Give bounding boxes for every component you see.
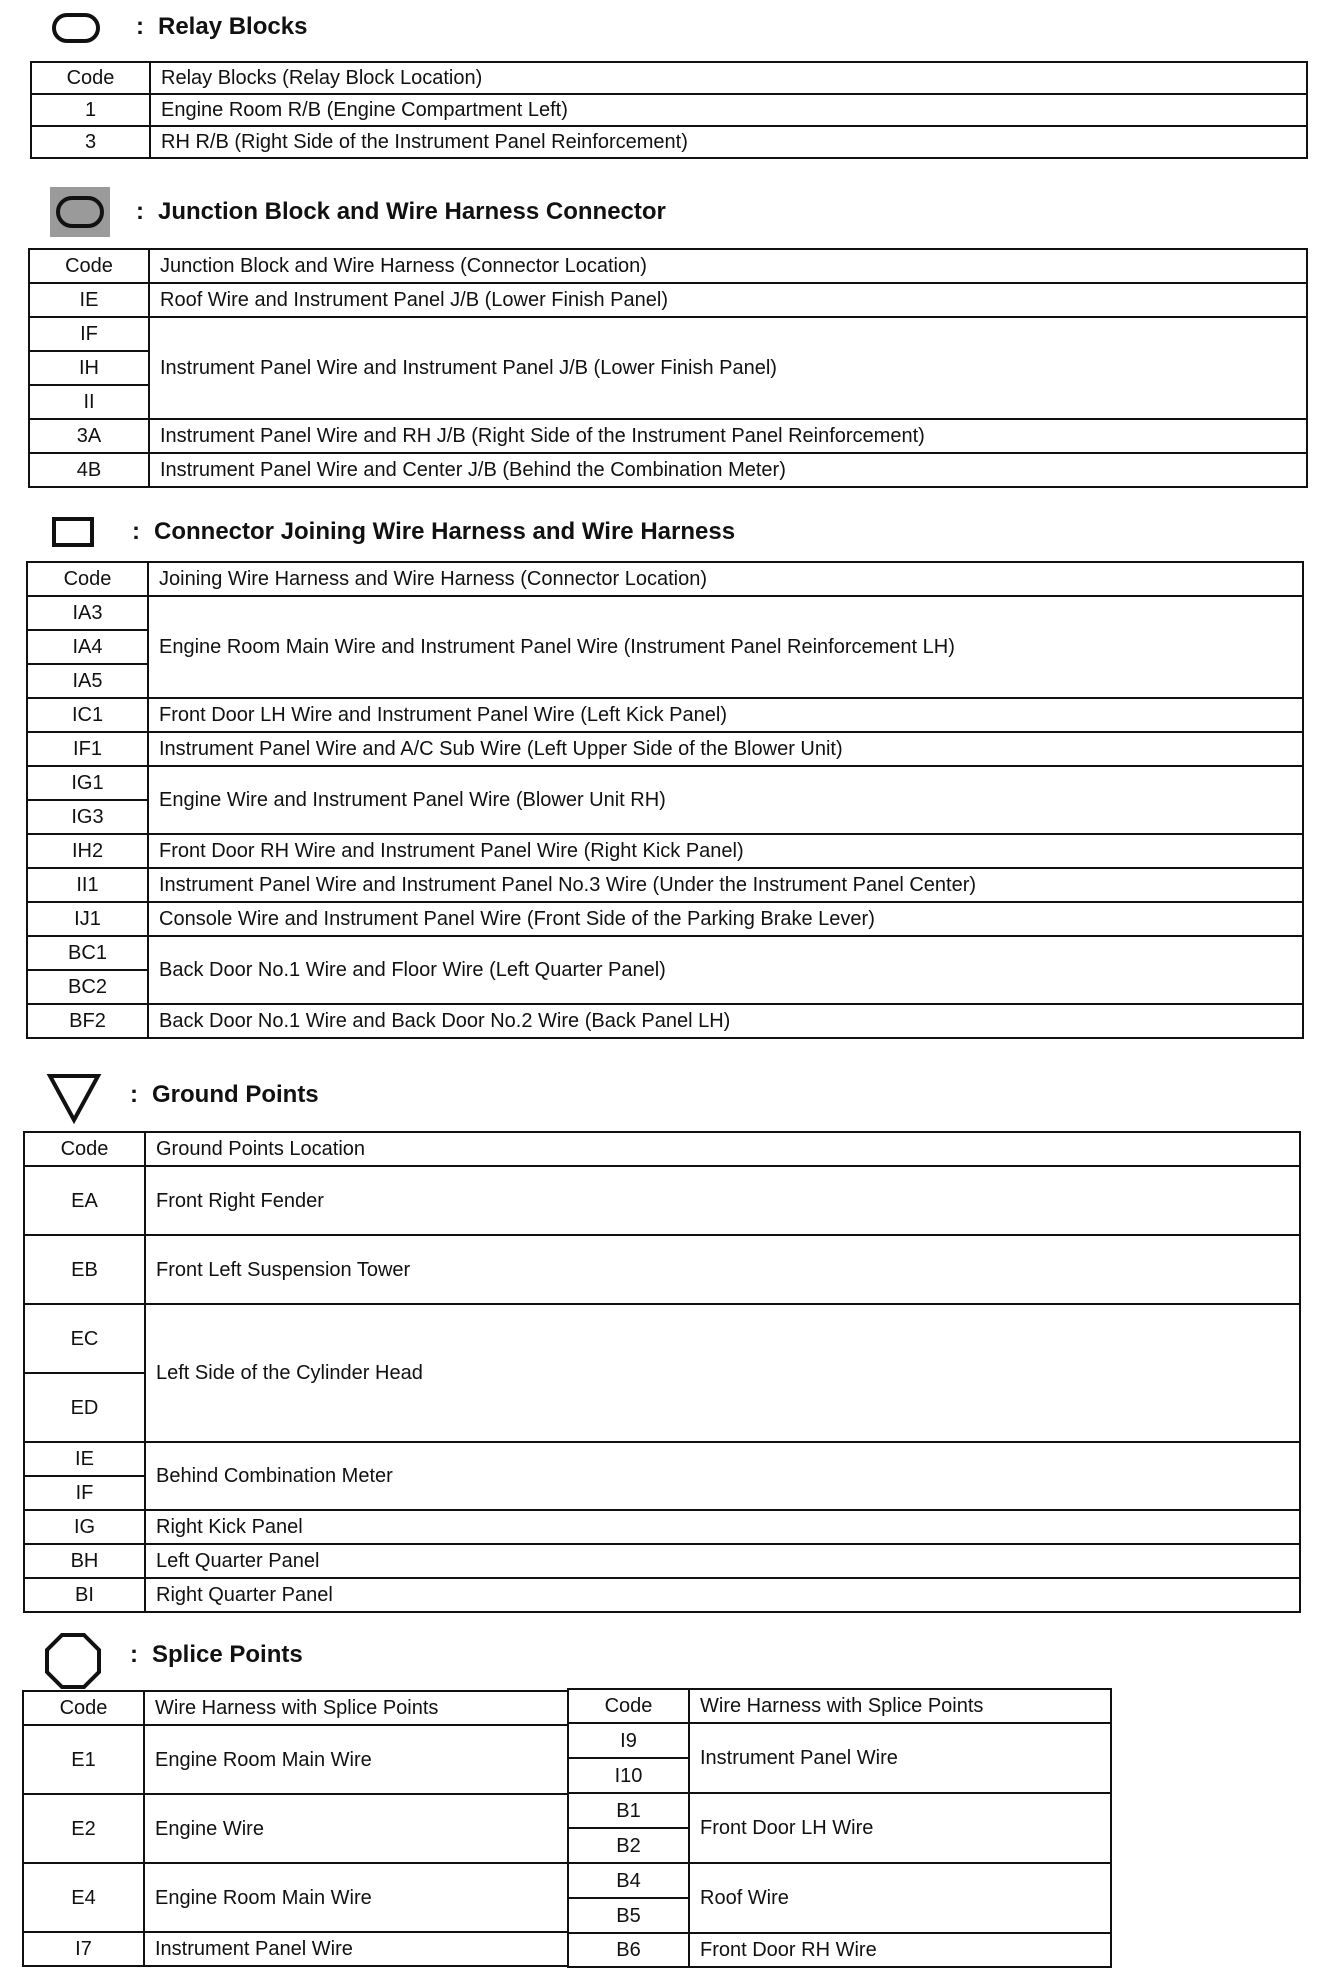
section-title-relay-blocks: : Relay Blocks: [136, 13, 308, 40]
code-cell: 3: [31, 126, 150, 158]
table-row: [568, 1863, 1111, 1898]
table-row: [24, 1578, 1300, 1612]
table-header-row: [23, 1691, 568, 1725]
desc-cell: Back Door No.1 Wire and Floor Wire (Left Quarter Panel): [148, 936, 1303, 1004]
code-cell: IH: [29, 351, 149, 385]
table-row: [27, 902, 1303, 936]
table-header-row: [568, 1689, 1111, 1723]
code-cell: B1: [568, 1793, 689, 1828]
splice-points-table-right: [567, 1688, 1112, 1968]
header-code: Code: [568, 1689, 689, 1723]
code-cell: II1: [27, 868, 148, 902]
code-cell: IG1: [27, 766, 148, 800]
table-row: [29, 317, 1307, 351]
code-cell: 4B: [29, 453, 149, 487]
junction-block-icon: [50, 187, 110, 237]
code-cell: IF: [29, 317, 149, 351]
desc-cell: Right Kick Panel: [145, 1510, 1300, 1544]
ground-points-table: [23, 1131, 1301, 1613]
desc-cell: Front Door LH Wire: [689, 1793, 1111, 1863]
code-cell: IC1: [27, 698, 148, 732]
code-cell: EB: [24, 1235, 145, 1304]
table-row: [27, 936, 1303, 970]
header-code: Code: [24, 1132, 145, 1166]
header-code: Code: [27, 562, 148, 596]
desc-cell: Instrument Panel Wire and Instrument Panel J/B (Lower Finish Panel): [149, 317, 1307, 419]
desc-cell: Front Door LH Wire and Instrument Panel Wire (Left Kick Panel): [148, 698, 1303, 732]
desc-cell: Roof Wire: [689, 1863, 1111, 1933]
code-cell: I9: [568, 1723, 689, 1758]
code-cell: II: [29, 385, 149, 419]
desc-cell: Left Quarter Panel: [145, 1544, 1300, 1578]
splice-point-icon: [44, 1632, 102, 1690]
desc-cell: Front Door RH Wire: [689, 1933, 1111, 1967]
desc-cell: Behind Combination Meter: [145, 1442, 1300, 1510]
code-cell: BC1: [27, 936, 148, 970]
desc-cell: Instrument Panel Wire and RH J/B (Right Side of the Instrument Panel Reinforcement): [149, 419, 1307, 453]
header-desc: Wire Harness with Splice Points: [689, 1689, 1111, 1723]
desc-cell: Left Side of the Cylinder Head: [145, 1304, 1300, 1442]
section-title-ground-points: : Ground Points: [130, 1081, 319, 1108]
splice-points-table-left: [22, 1690, 569, 1967]
code-cell: B5: [568, 1898, 689, 1933]
code-cell: IF1: [27, 732, 148, 766]
table-row: [568, 1723, 1111, 1758]
table-row: [24, 1510, 1300, 1544]
desc-cell: Back Door No.1 Wire and Back Door No.2 Wire (Back Panel LH): [148, 1004, 1303, 1038]
code-cell: IH2: [27, 834, 148, 868]
code-cell: IG: [24, 1510, 145, 1544]
section-title-junction-block: : Junction Block and Wire Harness Connector: [136, 198, 666, 225]
code-cell: IG3: [27, 800, 148, 834]
desc-cell: Instrument Panel Wire: [689, 1723, 1111, 1793]
code-cell: IA3: [27, 596, 148, 630]
table-row: [29, 419, 1307, 453]
desc-cell: Engine Wire and Instrument Panel Wire (Blower Unit RH): [148, 766, 1303, 834]
table-row: [27, 1004, 1303, 1038]
desc-cell: Instrument Panel Wire and A/C Sub Wire (Left Upper Side of the Blower Unit): [148, 732, 1303, 766]
desc-cell: RH R/B (Right Side of the Instrument Panel Reinforcement): [150, 126, 1307, 158]
header-desc: Junction Block and Wire Harness (Connector Location): [149, 249, 1307, 283]
table-row: [23, 1932, 568, 1966]
desc-cell: Front Right Fender: [145, 1166, 1300, 1235]
table-row: [568, 1933, 1111, 1967]
connector-table: [26, 561, 1304, 1039]
code-cell: ED: [24, 1373, 145, 1442]
table-row: [24, 1442, 1300, 1476]
code-cell: I10: [568, 1758, 689, 1793]
table-row: [23, 1863, 568, 1932]
code-cell: IA4: [27, 630, 148, 664]
desc-cell: Roof Wire and Instrument Panel J/B (Lower Finish Panel): [149, 283, 1307, 317]
table-row: [27, 834, 1303, 868]
header-code: Code: [31, 62, 150, 94]
code-cell: E4: [23, 1863, 144, 1932]
desc-cell: Right Quarter Panel: [145, 1578, 1300, 1612]
code-cell: BC2: [27, 970, 148, 1004]
junction-block-table: [28, 248, 1308, 488]
desc-cell: Engine Room R/B (Engine Compartment Left): [150, 94, 1307, 126]
relay-block-icon: [52, 13, 100, 43]
code-cell: EA: [24, 1166, 145, 1235]
table-row: [31, 94, 1307, 126]
table-header-row: [24, 1132, 1300, 1166]
desc-cell: Front Door RH Wire and Instrument Panel Wire (Right Kick Panel): [148, 834, 1303, 868]
table-row: [23, 1794, 568, 1863]
table-row: [31, 126, 1307, 158]
section-title-splice-points: : Splice Points: [130, 1641, 303, 1668]
code-cell: B4: [568, 1863, 689, 1898]
table-row: [27, 868, 1303, 902]
code-cell: E2: [23, 1794, 144, 1863]
connector-icon: [52, 517, 94, 547]
desc-cell: Engine Wire: [144, 1794, 568, 1863]
desc-cell: Engine Room Main Wire and Instrument Panel Wire (Instrument Panel Reinforcement LH): [148, 596, 1303, 698]
code-cell: B6: [568, 1933, 689, 1967]
table-row: [27, 766, 1303, 800]
desc-cell: Engine Room Main Wire: [144, 1863, 568, 1932]
desc-cell: Instrument Panel Wire and Center J/B (Behind the Combination Meter): [149, 453, 1307, 487]
code-cell: IF: [24, 1476, 145, 1510]
relay-blocks-table: [30, 61, 1308, 159]
table-row: [24, 1544, 1300, 1578]
table-row: [24, 1166, 1300, 1235]
header-code: Code: [29, 249, 149, 283]
code-cell: BH: [24, 1544, 145, 1578]
table-header-row: [27, 562, 1303, 596]
code-cell: IJ1: [27, 902, 148, 936]
header-desc: Relay Blocks (Relay Block Location): [150, 62, 1307, 94]
table-row: [29, 283, 1307, 317]
table-row: [23, 1725, 568, 1794]
desc-cell: Instrument Panel Wire and Instrument Panel No.3 Wire (Under the Instrument Panel Center): [148, 868, 1303, 902]
header-desc: Ground Points Location: [145, 1132, 1300, 1166]
header-code: Code: [23, 1691, 144, 1725]
table-row: [27, 698, 1303, 732]
code-cell: B2: [568, 1828, 689, 1863]
desc-cell: Console Wire and Instrument Panel Wire (Front Side of the Parking Brake Lever): [148, 902, 1303, 936]
table-row: [24, 1304, 1300, 1373]
code-cell: 1: [31, 94, 150, 126]
desc-cell: Front Left Suspension Tower: [145, 1235, 1300, 1304]
table-row: [27, 596, 1303, 630]
table-row: [568, 1793, 1111, 1828]
header-desc: Joining Wire Harness and Wire Harness (Connector Location): [148, 562, 1303, 596]
section-title-connector: : Connector Joining Wire Harness and Wire Harness: [132, 518, 736, 545]
desc-cell: Instrument Panel Wire: [144, 1932, 568, 1966]
code-cell: IA5: [27, 664, 148, 698]
code-cell: BI: [24, 1578, 145, 1612]
table-row: [29, 453, 1307, 487]
code-cell: I7: [23, 1932, 144, 1966]
code-cell: IE: [24, 1442, 145, 1476]
code-cell: IE: [29, 283, 149, 317]
header-desc: Wire Harness with Splice Points: [144, 1691, 568, 1725]
table-header-row: [29, 249, 1307, 283]
code-cell: 3A: [29, 419, 149, 453]
code-cell: EC: [24, 1304, 145, 1373]
table-header-row: [31, 62, 1307, 94]
ground-point-icon: [46, 1072, 102, 1124]
table-row: [27, 732, 1303, 766]
code-cell: E1: [23, 1725, 144, 1794]
code-cell: BF2: [27, 1004, 148, 1038]
table-row: [24, 1235, 1300, 1304]
desc-cell: Engine Room Main Wire: [144, 1725, 568, 1794]
